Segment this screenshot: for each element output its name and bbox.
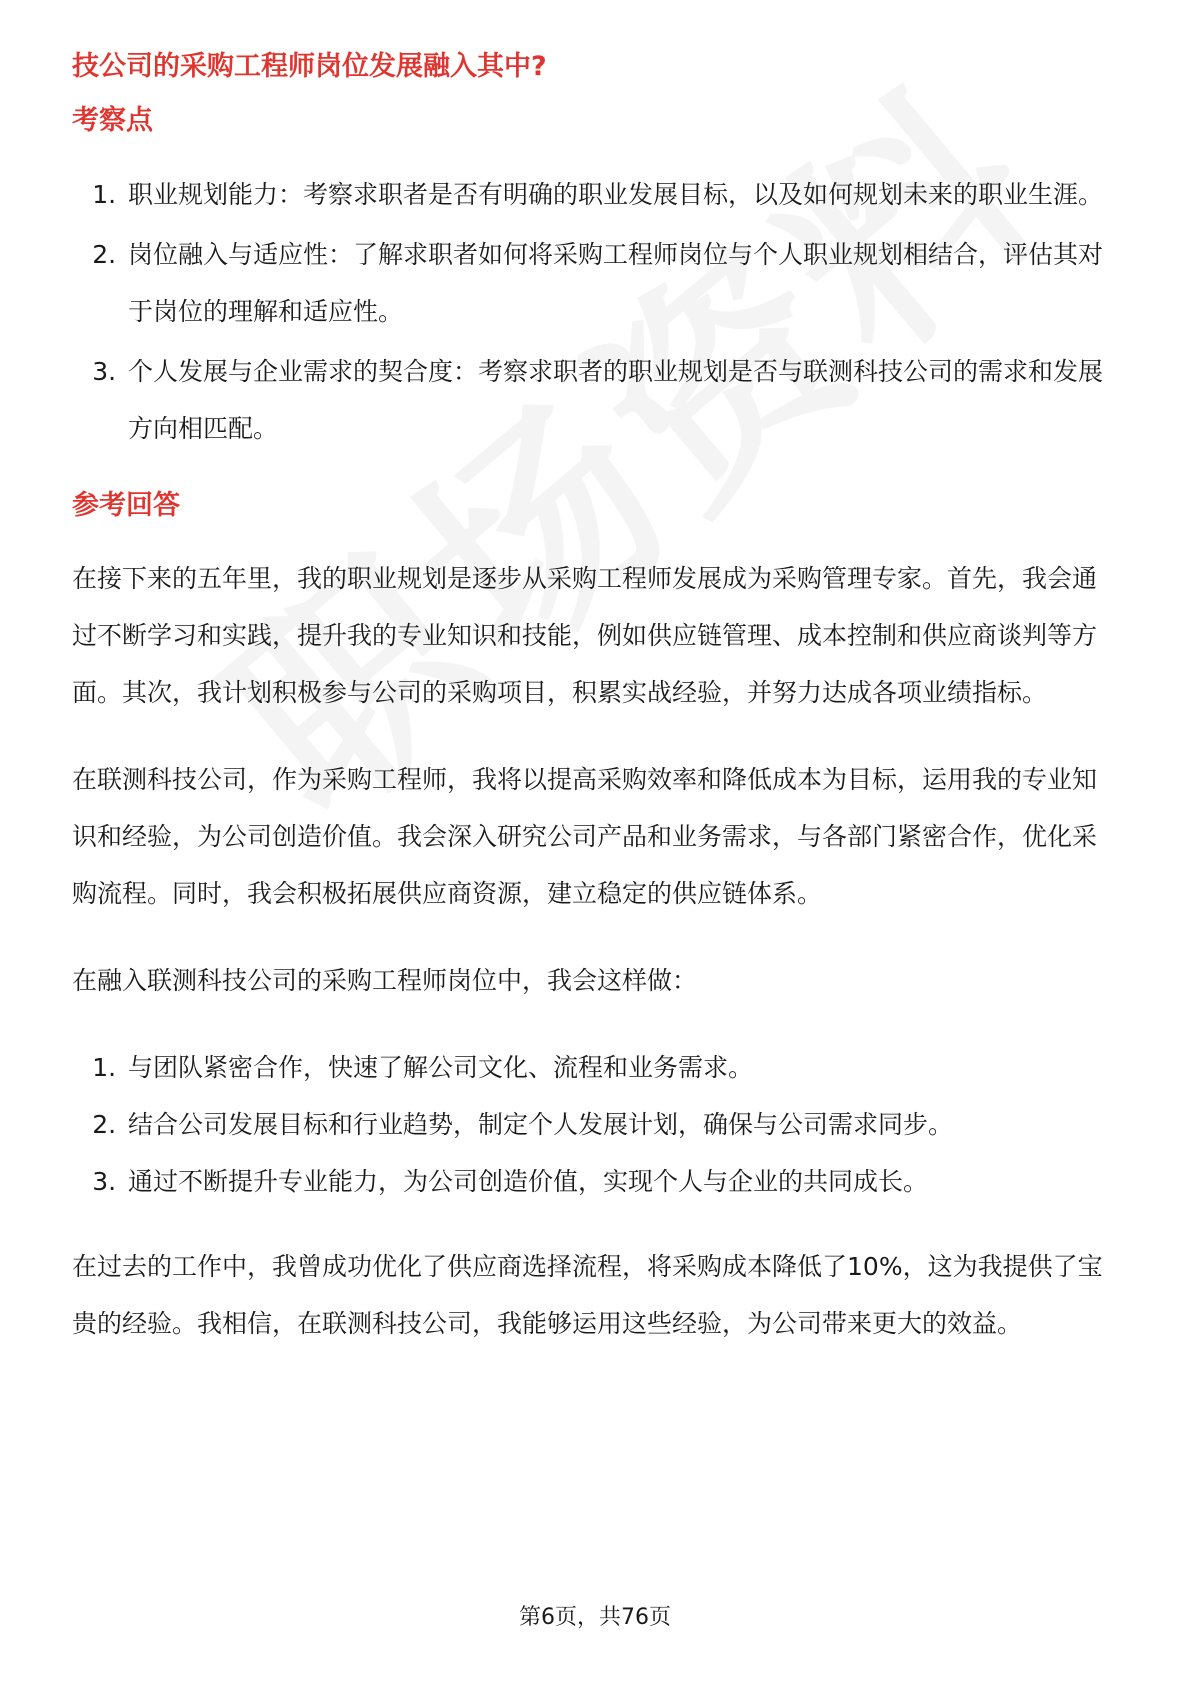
answer-paragraph: 在联测科技公司，作为采购工程师，我将以提高采购效率和降低成本为目标，运用我的专业知识和经验，为公司创造价值。我会深入研究公司产品和业务需求，与各部门紧密合作，优化采购流程。同时，我会积极拓展供应商资源，建立稳定的供应链体系。 — [72, 765, 1098, 909]
page-number: 第6页，共76页 — [519, 1605, 671, 1630]
answer-section-title: 参考回答 — [72, 489, 180, 521]
answer-paragraph: 在过去的工作中，我曾成功优化了供应商选择流程，将采购成本降低了10%，这为我提供了宝贵的经验。我相信，在联测科技公司，我能够运用这些经验，为公司带来更大的效益。 — [72, 1252, 1103, 1339]
list-item: 2. 结合公司发展目标和行业趋势，制定个人发展计划，确保与公司需求同步。 — [124, 1096, 1118, 1153]
question-title: 技公司的采购工程师岗位发展融入其中? — [72, 51, 547, 82]
list-item: 3. 通过不断提升专业能力，为公司创造价值，实现个人与企业的共同成长。 — [124, 1153, 1118, 1210]
list-item: 3. 个人发展与企业需求的契合度：考察求职者的职业规划是否与联测科技公司的需求和发展方向相匹配。 — [124, 343, 1118, 457]
list-item: 1. 与团队紧密合作，快速了解公司文化、流程和业务需求。 — [124, 1039, 1118, 1096]
list-item: 1. 职业规划能力：考察求职者是否有明确的职业发展目标，以及如何规划未来的职业生涯。 — [124, 166, 1118, 223]
focus-list — [72, 166, 1118, 457]
list-item: 2. 岗位融入与适应性：了解求职者如何将采购工程师岗位与个人职业规划相结合，评估其对于岗位的理解和适应性。 — [124, 226, 1118, 340]
document-page — [72, 48, 1118, 1382]
answer-paragraph: 在接下来的五年里，我的职业规划是逐步从采购工程师发展成为采购管理专家。首先，我会通过不断学习和实践，提升我的专业知识和技能，例如供应链管理、成本控制和供应商谈判等方面。其次，我计划积极参与公司的采购项目，积累实战经验，并努力达成各项业绩指标。 — [72, 564, 1098, 708]
answer-paragraph: 在融入联测科技公司的采购工程师岗位中，我会这样做： — [72, 966, 698, 996]
steps-list — [72, 1039, 1118, 1210]
focus-section-title: 考察点 — [72, 104, 153, 136]
